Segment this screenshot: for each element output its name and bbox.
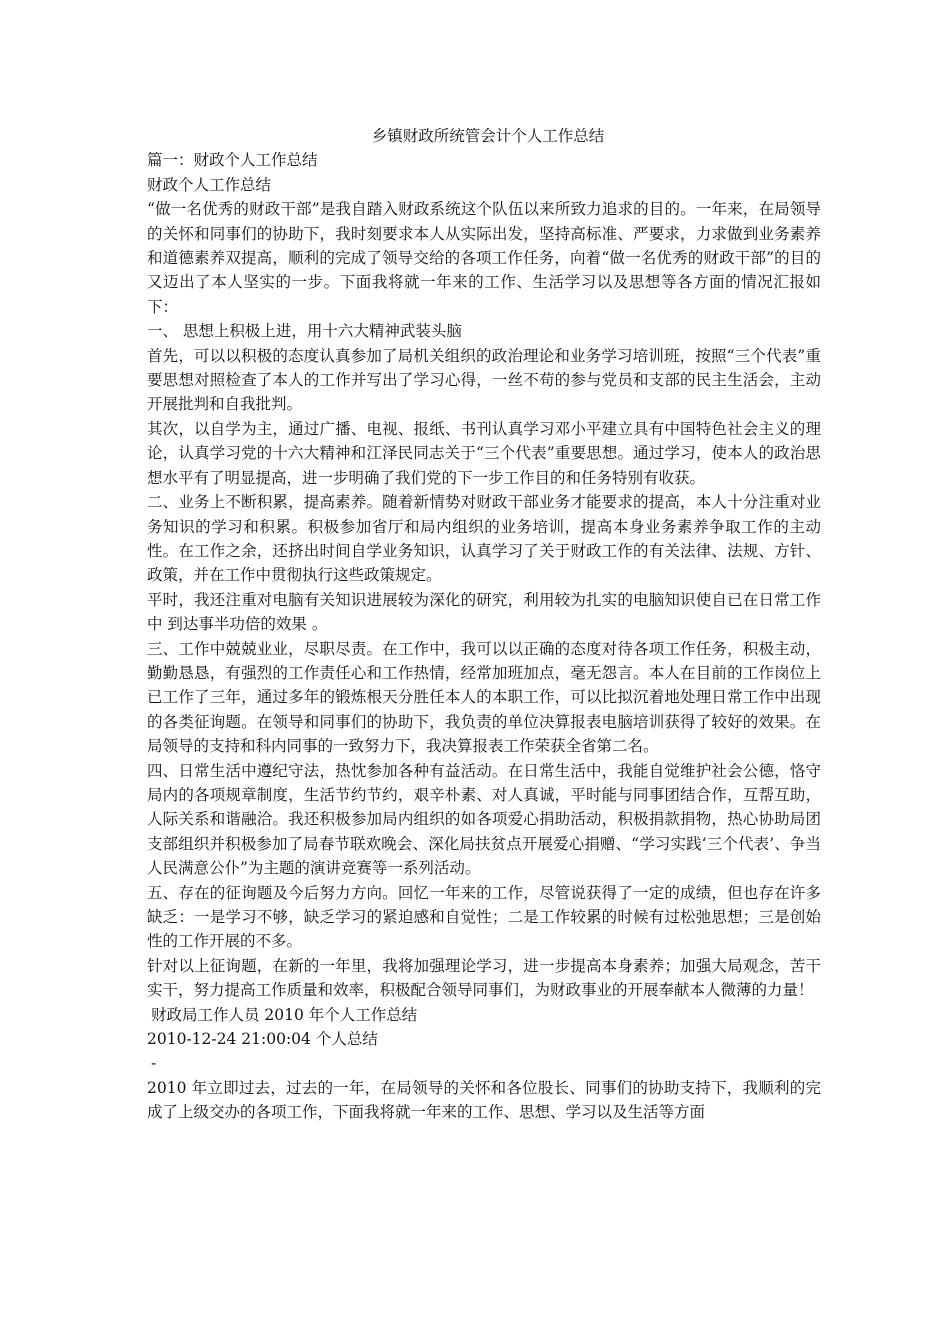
- report-heading: 财政局工作人员 2010 年个人工作总结: [151, 1005, 418, 1024]
- report-date-line: 2010-12-24 21:00:04 个人总结: [147, 1030, 378, 1049]
- section-heading: 篇一：财政个人工作总结: [147, 151, 318, 170]
- body-paragraph: 针对以上征询题，在新的一年里，我将加强理论学习，进一步提高本身素养；加强大局观念，苦干实干，努力提高工作质量和效率，积极配合领导同事们，为财政事业的开展奉献本人微薄的力量！: [147, 956, 821, 1000]
- body-paragraph: 首先，可以以积极的态度认真参加了局机关组织的政治理论和业务学习培训班，按照“三个代表”重要思想对照检查了本人的工作并写出了学习心得，一丝不苟的参与党员和支部的民主生活会，主动开展批判和自我批判。: [147, 346, 821, 414]
- separator-dash: -: [151, 1054, 157, 1073]
- body-paragraph: 三、工作中兢兢业业，尽职尽责。在工作中，我可以以正确的态度对待各项工作任务，积极主动，勤勤恳恳，有强烈的工作责任心和工作热情，经常加班加点，毫无怨言。本人在目前的工作岗位上已工作了三年，通过多年的锻炼根天分胜任本人的本职工作，可以比拟沉着地处理日常工作中出现的各类征询题。在领导和同事们的协助下，我负责的单位决算报表电脑培训获得了较好的效果。在局领导的支持和科内同事的一致努力下，我决算报表工作荣获全省第二名。: [147, 639, 821, 756]
- body-paragraph: 其次，以自学为主，通过广播、电视、报纸、书刊认真学习邓小平建立具有中国特色社会主义的理论，认真学习党的十六大精神和江泽民同志关于“三个代表”重要思想。通过学习，使本人的政治思想水平有了明显提高，进一步明确了我们党的下一步工作目的和任务特别有收获。: [147, 419, 821, 487]
- body-paragraph: 五、存在的征询题及今后努力方向。回忆一年来的工作，尽管说获得了一定的成绩，但也存在许多缺乏：一是学习不够，缺乏学习的紧迫感和自觉性；二是工作较累的时候有过松弛思想；三是创始性的工作开展的不多。: [147, 883, 821, 951]
- body-paragraph: 平时，我还注重对电脑有关知识进展较为深化的研究，利用较为扎实的电脑知识使自已在日常工作中 到达事半功倍的效果 。: [147, 590, 821, 634]
- body-paragraph: 二、业务上不断积累，提高素养。随着新情势对财政干部业务才能要求的提高，本人十分注重对业务知识的学习和积累。积极参加省厅和局内组织的业务培训，提高本身业务素养争取工作的主动性。在工作之余，还挤出时间自学业务知识，认真学习了关于财政工作的有关法律、法规、方针、政策，并在工作中贯彻执行这些政策规定。: [147, 493, 821, 585]
- numbered-heading: 一、 思想上积极上进，用十六大精神武装头脑: [147, 322, 462, 341]
- document-body: [145, 124, 821, 1125]
- document-title: 乡镇财政所统管会计个人工作总结: [371, 127, 605, 145]
- body-paragraph: 四、日常生活中遵纪守法，热忱参加各种有益活动。在日常生活中，我能自觉维护社会公德，恪守局内的各项规章制度，生活节约节约，艰辛朴素、对人真诚，平时能与同事团结合作，互帮互助，人际关系和谐融洽。我还积极参加局内组织的如各项爱心捐助活动，积极捐款捐物，热心协助局团支部组织并积极参加了局春节联欢晚会、深化局扶贫点开展爱心捐赠、“学习实践‘三个代表’、争当人民满意公仆”为主题的演讲竞赛等一系列活动。: [147, 761, 821, 878]
- body-paragraph: 2010 年立即过去，过去的一年，在局领导的关怀和各位股长、同事们的协助支持下，我顺利的完成了上级交办的各项工作，下面我将就一年来的工作、思想、学习以及生活等方面: [147, 1078, 821, 1122]
- body-paragraph: “做一名优秀的财政干部”是我自踏入财政系统这个队伍以来所致力追求的目的。一年来，在局领导的关怀和同事们的协助下，我时刻要求本人从实际出发，坚持高标准、严要求，力求做到业务素养和道德素养双提高，顺利的完成了领导交给的各项工作任务，向着“做一名优秀的财政干部”的目的又迈出了本人坚实的一步。下面我将就一年来的工作、生活学习以及思想等各方面的情况汇报如下：: [147, 200, 821, 316]
- subsection-heading: 财政个人工作总结: [147, 175, 272, 194]
